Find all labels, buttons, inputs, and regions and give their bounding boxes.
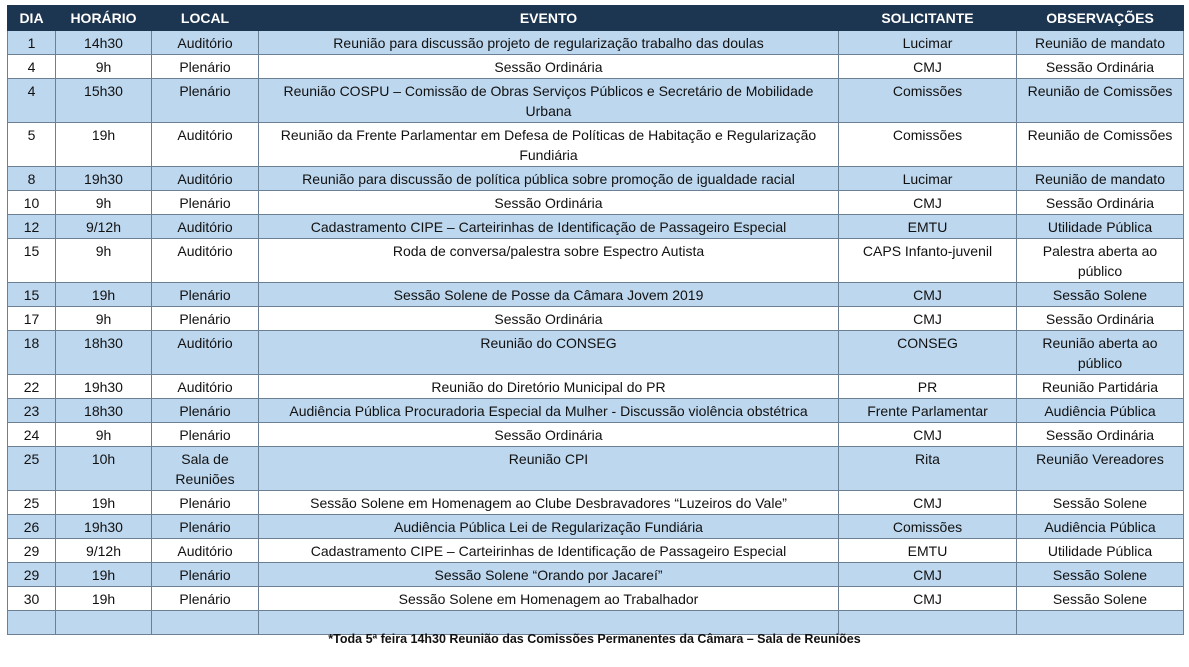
cell-evento: Reunião para discussão projeto de regularização trabalho das doulas — [259, 31, 839, 55]
cell-observacoes: Sessão Solene — [1017, 563, 1184, 587]
empty-cell — [152, 611, 259, 635]
header-horario: HORÁRIO — [56, 6, 152, 31]
cell-local: Plenário — [152, 587, 259, 611]
table-row — [8, 215, 1184, 239]
cell-observacoes: Reunião Vereadores — [1017, 447, 1184, 491]
cell-observacoes: Sessão Solene — [1017, 283, 1184, 307]
header-local: LOCAL — [152, 6, 259, 31]
table-row — [8, 239, 1184, 283]
cell-local: Auditório — [152, 239, 259, 283]
empty-cell — [259, 611, 839, 635]
cell-horario: 9h — [56, 239, 152, 283]
cell-dia: 12 — [8, 215, 56, 239]
cell-local: Auditório — [152, 123, 259, 167]
cell-local: Auditório — [152, 31, 259, 55]
cell-solicitante: PR — [839, 375, 1017, 399]
cell-observacoes: Reunião Partidária — [1017, 375, 1184, 399]
cell-dia: 10 — [8, 191, 56, 215]
cell-horario: 19h — [56, 587, 152, 611]
cell-dia: 29 — [8, 563, 56, 587]
cell-observacoes: Sessão Ordinária — [1017, 307, 1184, 331]
cell-dia: 15 — [8, 239, 56, 283]
cell-solicitante: Lucimar — [839, 31, 1017, 55]
cell-horario: 9h — [56, 423, 152, 447]
table-row — [8, 191, 1184, 215]
schedule-container — [7, 5, 1183, 635]
cell-solicitante: CONSEG — [839, 331, 1017, 375]
cell-evento: Reunião CPI — [259, 447, 839, 491]
cell-evento: Audiência Pública Lei de Regularização Fundiária — [259, 515, 839, 539]
table-row — [8, 563, 1184, 587]
cell-solicitante: Comissões — [839, 123, 1017, 167]
cell-dia: 17 — [8, 307, 56, 331]
table-row — [8, 31, 1184, 55]
cell-horario: 19h30 — [56, 515, 152, 539]
cell-evento: Sessão Ordinária — [259, 191, 839, 215]
cell-horario: 19h — [56, 563, 152, 587]
cell-solicitante: CAPS Infanto-juvenil — [839, 239, 1017, 283]
cell-solicitante: Lucimar — [839, 167, 1017, 191]
table-row — [8, 79, 1184, 123]
table-row — [8, 515, 1184, 539]
cell-horario: 19h30 — [56, 167, 152, 191]
cell-local: Sala de Reuniões — [152, 447, 259, 491]
table-row — [8, 491, 1184, 515]
header-observacoes: OBSERVAÇÕES — [1017, 6, 1184, 31]
cell-evento: Sessão Ordinária — [259, 307, 839, 331]
cell-solicitante: Frente Parlamentar — [839, 399, 1017, 423]
cell-observacoes: Reunião de mandato — [1017, 167, 1184, 191]
table-row — [8, 331, 1184, 375]
cell-horario: 9h — [56, 55, 152, 79]
cell-observacoes: Reunião de Comissões — [1017, 79, 1184, 123]
cell-dia: 30 — [8, 587, 56, 611]
cell-solicitante: CMJ — [839, 191, 1017, 215]
cell-solicitante: CMJ — [839, 283, 1017, 307]
header-row — [8, 6, 1184, 31]
cell-evento: Reunião da Frente Parlamentar em Defesa de Políticas de Habitação e Regularização Fundiária — [259, 123, 839, 167]
cell-evento: Reunião do CONSEG — [259, 331, 839, 375]
cell-solicitante: CMJ — [839, 55, 1017, 79]
cell-local: Plenário — [152, 283, 259, 307]
cell-local: Plenário — [152, 191, 259, 215]
cell-evento: Sessão Ordinária — [259, 423, 839, 447]
cell-horario: 19h — [56, 491, 152, 515]
cell-observacoes: Reunião de mandato — [1017, 31, 1184, 55]
cell-local: Plenário — [152, 55, 259, 79]
cell-dia: 23 — [8, 399, 56, 423]
cell-observacoes: Sessão Ordinária — [1017, 191, 1184, 215]
cell-dia: 1 — [8, 31, 56, 55]
cell-evento: Sessão Solene “Orando por Jacareí” — [259, 563, 839, 587]
cell-evento: Sessão Ordinária — [259, 55, 839, 79]
cell-solicitante: CMJ — [839, 491, 1017, 515]
cell-observacoes: Reunião de Comissões — [1017, 123, 1184, 167]
cell-local: Auditório — [152, 375, 259, 399]
table-row — [8, 307, 1184, 331]
cell-observacoes: Sessão Solene — [1017, 587, 1184, 611]
cell-evento: Cadastramento CIPE – Carteirinhas de Identificação de Passageiro Especial — [259, 539, 839, 563]
cell-local: Auditório — [152, 167, 259, 191]
cell-solicitante: Rita — [839, 447, 1017, 491]
cell-local: Plenário — [152, 307, 259, 331]
cell-solicitante: CMJ — [839, 587, 1017, 611]
cell-horario: 10h — [56, 447, 152, 491]
cell-horario: 9/12h — [56, 539, 152, 563]
schedule-body — [8, 31, 1184, 635]
cell-solicitante: CMJ — [839, 563, 1017, 587]
cell-evento: Reunião para discussão de política pública sobre promoção de igualdade racial — [259, 167, 839, 191]
cell-local: Auditório — [152, 215, 259, 239]
cell-observacoes: Palestra aberta ao público — [1017, 239, 1184, 283]
table-row — [8, 375, 1184, 399]
cell-observacoes: Sessão Solene — [1017, 491, 1184, 515]
footnote: *Toda 5ª feira 14h30 Reunião das Comissões Permanentes da Câmara – Sala de Reuniões — [328, 632, 861, 646]
table-row — [8, 399, 1184, 423]
cell-horario: 9/12h — [56, 215, 152, 239]
cell-dia: 22 — [8, 375, 56, 399]
table-row — [8, 283, 1184, 307]
cell-local: Plenário — [152, 399, 259, 423]
cell-dia: 24 — [8, 423, 56, 447]
cell-evento: Sessão Solene de Posse da Câmara Jovem 2019 — [259, 283, 839, 307]
cell-local: Plenário — [152, 563, 259, 587]
cell-dia: 25 — [8, 447, 56, 491]
cell-horario: 19h30 — [56, 375, 152, 399]
cell-observacoes: Sessão Ordinária — [1017, 55, 1184, 79]
cell-local: Plenário — [152, 491, 259, 515]
cell-evento: Reunião do Diretório Municipal do PR — [259, 375, 839, 399]
cell-solicitante: EMTU — [839, 539, 1017, 563]
cell-observacoes: Reunião aberta ao público — [1017, 331, 1184, 375]
table-row — [8, 447, 1184, 491]
cell-dia: 25 — [8, 491, 56, 515]
cell-dia: 5 — [8, 123, 56, 167]
cell-evento: Sessão Solene em Homenagem ao Clube Desbravadores “Luzeiros do Vale” — [259, 491, 839, 515]
cell-dia: 26 — [8, 515, 56, 539]
cell-evento: Roda de conversa/palestra sobre Espectro Autista — [259, 239, 839, 283]
cell-local: Plenário — [152, 515, 259, 539]
cell-solicitante: CMJ — [839, 307, 1017, 331]
cell-dia: 15 — [8, 283, 56, 307]
table-row — [8, 587, 1184, 611]
cell-horario: 18h30 — [56, 399, 152, 423]
empty-row — [8, 611, 1184, 635]
cell-observacoes: Sessão Ordinária — [1017, 423, 1184, 447]
cell-horario: 19h — [56, 123, 152, 167]
header-evento: EVENTO — [259, 6, 839, 31]
cell-horario: 9h — [56, 191, 152, 215]
cell-solicitante: CMJ — [839, 423, 1017, 447]
table-row — [8, 423, 1184, 447]
cell-evento: Audiência Pública Procuradoria Especial da Mulher - Discussão violência obstétrica — [259, 399, 839, 423]
cell-evento: Reunião COSPU – Comissão de Obras Serviços Públicos e Secretário de Mobilidade Urbana — [259, 79, 839, 123]
cell-observacoes: Audiência Pública — [1017, 515, 1184, 539]
cell-solicitante: Comissões — [839, 79, 1017, 123]
header-solicitante: SOLICITANTE — [839, 6, 1017, 31]
empty-cell — [56, 611, 152, 635]
cell-local: Plenário — [152, 423, 259, 447]
cell-dia: 18 — [8, 331, 56, 375]
table-row — [8, 539, 1184, 563]
cell-dia: 8 — [8, 167, 56, 191]
cell-horario: 18h30 — [56, 331, 152, 375]
cell-observacoes: Audiência Pública — [1017, 399, 1184, 423]
cell-horario: 15h30 — [56, 79, 152, 123]
cell-local: Plenário — [152, 79, 259, 123]
cell-evento: Cadastramento CIPE – Carteirinhas de Identificação de Passageiro Especial — [259, 215, 839, 239]
cell-observacoes: Utilidade Pública — [1017, 215, 1184, 239]
cell-solicitante: EMTU — [839, 215, 1017, 239]
cell-horario: 19h — [56, 283, 152, 307]
empty-cell — [839, 611, 1017, 635]
header-dia: DIA — [8, 6, 56, 31]
cell-dia: 29 — [8, 539, 56, 563]
table-row — [8, 167, 1184, 191]
schedule-table — [7, 5, 1184, 635]
cell-local: Auditório — [152, 331, 259, 375]
cell-solicitante: Comissões — [839, 515, 1017, 539]
cell-observacoes: Utilidade Pública — [1017, 539, 1184, 563]
cell-local: Auditório — [152, 539, 259, 563]
table-row — [8, 123, 1184, 167]
cell-horario: 14h30 — [56, 31, 152, 55]
cell-dia: 4 — [8, 55, 56, 79]
cell-dia: 4 — [8, 79, 56, 123]
cell-horario: 9h — [56, 307, 152, 331]
empty-cell — [1017, 611, 1184, 635]
table-row — [8, 55, 1184, 79]
cell-evento: Sessão Solene em Homenagem ao Trabalhador — [259, 587, 839, 611]
empty-cell — [8, 611, 56, 635]
